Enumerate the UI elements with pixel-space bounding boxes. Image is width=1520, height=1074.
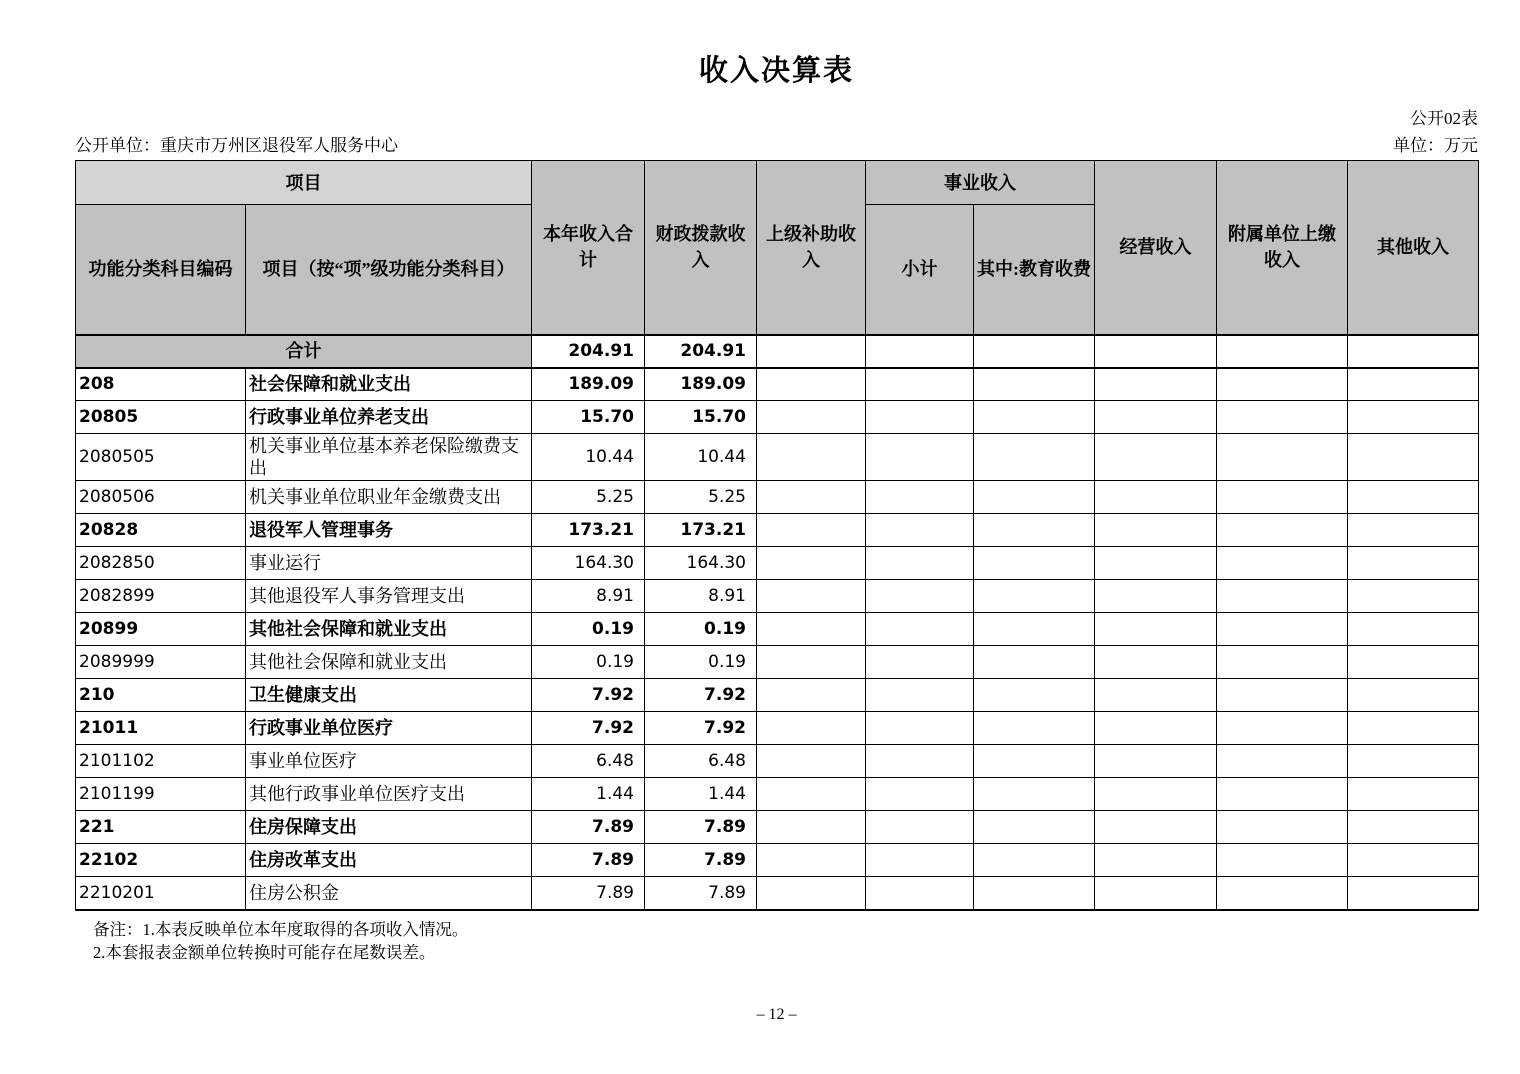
value-cell <box>974 811 1095 844</box>
value-cell <box>974 335 1095 368</box>
value-cell: 15.70 <box>645 401 757 434</box>
value-cell <box>757 613 866 646</box>
value-cell <box>1348 745 1479 778</box>
value-cell <box>1217 877 1348 910</box>
table-row <box>76 844 1479 877</box>
table-row <box>76 514 1479 547</box>
value-cell <box>1095 646 1217 679</box>
col-header-item-group: 项目 <box>76 161 532 205</box>
value-cell <box>974 481 1095 514</box>
value-cell <box>757 778 866 811</box>
item-name-cell: 行政事业单位养老支出 <box>246 401 532 434</box>
value-cell <box>1348 368 1479 401</box>
table-body <box>76 335 1479 910</box>
value-cell <box>1217 679 1348 712</box>
value-cell <box>1095 368 1217 401</box>
value-cell <box>1348 679 1479 712</box>
value-cell <box>1348 401 1479 434</box>
value-cell: 164.30 <box>532 547 645 580</box>
item-name-cell: 其他行政事业单位医疗支出 <box>246 778 532 811</box>
table-row <box>76 811 1479 844</box>
value-cell <box>1348 613 1479 646</box>
value-cell: 0.19 <box>645 613 757 646</box>
value-cell <box>974 368 1095 401</box>
value-cell: 7.92 <box>532 712 645 745</box>
item-name-cell: 卫生健康支出 <box>246 679 532 712</box>
value-cell <box>866 778 974 811</box>
value-cell <box>757 712 866 745</box>
value-cell <box>974 844 1095 877</box>
value-cell: 5.25 <box>532 481 645 514</box>
value-cell <box>757 580 866 613</box>
value-cell: 173.21 <box>532 514 645 547</box>
value-cell <box>757 679 866 712</box>
value-cell <box>1217 646 1348 679</box>
value-cell <box>974 646 1095 679</box>
col-header-item-name: 项目（按“项”级功能分类科目） <box>246 205 532 335</box>
col-header-function-code: 功能分类科目编码 <box>76 205 246 335</box>
value-cell <box>1217 434 1348 481</box>
item-name-cell: 行政事业单位医疗 <box>246 712 532 745</box>
code-cell: 22102 <box>76 844 246 877</box>
value-cell <box>974 877 1095 910</box>
value-cell <box>1348 335 1479 368</box>
table-code-label: 公开02表 <box>1410 109 1478 128</box>
value-cell <box>1217 335 1348 368</box>
total-label-cell: 合计 <box>76 335 532 368</box>
col-header-affiliated-income: 附属单位上缴收入 <box>1217 161 1348 335</box>
value-cell: 1.44 <box>645 778 757 811</box>
value-cell <box>866 481 974 514</box>
value-cell <box>1095 434 1217 481</box>
document-page <box>75 0 1478 1024</box>
value-cell: 204.91 <box>532 335 645 368</box>
value-cell <box>1348 514 1479 547</box>
value-cell <box>1095 679 1217 712</box>
item-name-cell: 机关事业单位职业年金缴费支出 <box>246 481 532 514</box>
value-cell: 10.44 <box>532 434 645 481</box>
value-cell <box>757 368 866 401</box>
value-cell <box>1095 712 1217 745</box>
table-row <box>76 401 1479 434</box>
code-cell: 2082850 <box>76 547 246 580</box>
value-cell <box>1217 811 1348 844</box>
value-cell: 7.89 <box>532 877 645 910</box>
value-cell <box>1095 514 1217 547</box>
meta-row <box>75 134 1478 158</box>
table-row <box>76 745 1479 778</box>
value-cell: 5.25 <box>645 481 757 514</box>
col-header-superior-subsidy: 上级补助收入 <box>757 161 866 335</box>
value-cell <box>757 646 866 679</box>
value-cell: 1.44 <box>532 778 645 811</box>
value-cell <box>1095 335 1217 368</box>
value-cell: 7.89 <box>645 844 757 877</box>
footnotes <box>75 918 1478 964</box>
value-cell <box>1217 481 1348 514</box>
code-cell: 20899 <box>76 613 246 646</box>
col-header-operating-income: 经营收入 <box>1095 161 1217 335</box>
item-name-cell: 退役军人管理事务 <box>246 514 532 547</box>
value-cell <box>1095 745 1217 778</box>
code-cell: 2101199 <box>76 778 246 811</box>
col-header-business-income-group: 事业收入 <box>866 161 1095 205</box>
value-cell: 10.44 <box>645 434 757 481</box>
item-name-cell: 住房保障支出 <box>246 811 532 844</box>
table-row <box>76 547 1479 580</box>
value-cell <box>866 547 974 580</box>
item-name-cell: 事业运行 <box>246 547 532 580</box>
value-cell <box>1348 811 1479 844</box>
item-name-cell: 住房公积金 <box>246 877 532 910</box>
value-cell <box>757 481 866 514</box>
col-header-fiscal-allocation: 财政拨款收入 <box>645 161 757 335</box>
value-cell <box>974 514 1095 547</box>
value-cell: 0.19 <box>532 646 645 679</box>
value-cell <box>1217 712 1348 745</box>
value-cell <box>974 547 1095 580</box>
value-cell <box>974 613 1095 646</box>
item-name-cell: 其他退役军人事务管理支出 <box>246 580 532 613</box>
value-cell: 6.48 <box>645 745 757 778</box>
table-row <box>76 434 1479 481</box>
value-cell: 0.19 <box>645 646 757 679</box>
col-header-annual-total: 本年收入合计 <box>532 161 645 335</box>
value-cell <box>1095 547 1217 580</box>
value-cell <box>757 514 866 547</box>
code-cell: 2101102 <box>76 745 246 778</box>
value-cell <box>757 811 866 844</box>
value-cell <box>1217 514 1348 547</box>
table-row <box>76 712 1479 745</box>
col-header-subtotal: 小计 <box>866 205 974 335</box>
value-cell <box>866 844 974 877</box>
value-cell <box>974 434 1095 481</box>
item-name-cell: 其他社会保障和就业支出 <box>246 646 532 679</box>
table-header <box>76 161 1479 335</box>
value-cell: 7.89 <box>532 811 645 844</box>
value-cell <box>1095 877 1217 910</box>
value-cell <box>1217 368 1348 401</box>
code-cell: 20805 <box>76 401 246 434</box>
value-cell <box>1095 778 1217 811</box>
value-cell <box>757 401 866 434</box>
value-cell <box>1217 580 1348 613</box>
table-row <box>76 613 1479 646</box>
code-cell: 208 <box>76 368 246 401</box>
table-row <box>76 481 1479 514</box>
note-line-1: 备注：1.本表反映单位本年度取得的各项收入情况。 <box>93 919 469 939</box>
value-cell: 7.92 <box>645 679 757 712</box>
value-cell <box>866 368 974 401</box>
note-line-2: 2.本套报表金额单位转换时可能存在尾数误差。 <box>93 942 436 962</box>
code-cell: 2080505 <box>76 434 246 481</box>
currency-unit-label: 单位：万元 <box>1393 136 1478 155</box>
value-cell <box>1095 580 1217 613</box>
value-cell <box>866 434 974 481</box>
value-cell: 189.09 <box>645 368 757 401</box>
item-name-cell: 住房改革支出 <box>246 844 532 877</box>
table-row <box>76 877 1479 910</box>
value-cell <box>974 712 1095 745</box>
value-cell <box>866 877 974 910</box>
value-cell <box>1095 613 1217 646</box>
value-cell <box>1348 434 1479 481</box>
value-cell <box>1217 613 1348 646</box>
item-name-cell: 机关事业单位基本养老保险缴费支出 <box>246 434 532 481</box>
value-cell: 164.30 <box>645 547 757 580</box>
value-cell <box>866 401 974 434</box>
value-cell <box>1348 778 1479 811</box>
value-cell <box>757 877 866 910</box>
col-header-other-income: 其他收入 <box>1348 161 1479 335</box>
value-cell <box>1348 844 1479 877</box>
value-cell <box>1348 547 1479 580</box>
value-cell <box>1348 646 1479 679</box>
value-cell <box>1348 580 1479 613</box>
value-cell <box>757 434 866 481</box>
value-cell <box>1217 778 1348 811</box>
value-cell <box>1217 401 1348 434</box>
value-cell <box>866 335 974 368</box>
value-cell: 204.91 <box>645 335 757 368</box>
value-cell: 8.91 <box>645 580 757 613</box>
value-cell <box>757 745 866 778</box>
value-cell: 7.89 <box>645 811 757 844</box>
value-cell <box>1348 877 1479 910</box>
item-name-cell: 其他社会保障和就业支出 <box>246 613 532 646</box>
value-cell <box>866 811 974 844</box>
col-header-education-fee: 其中:教育收费 <box>974 205 1095 335</box>
value-cell: 0.19 <box>532 613 645 646</box>
value-cell: 7.92 <box>645 712 757 745</box>
item-name-cell: 社会保障和就业支出 <box>246 368 532 401</box>
value-cell <box>1095 481 1217 514</box>
value-cell <box>866 580 974 613</box>
value-cell <box>866 679 974 712</box>
value-cell <box>974 401 1095 434</box>
table-row <box>76 646 1479 679</box>
value-cell: 173.21 <box>645 514 757 547</box>
code-cell: 21011 <box>76 712 246 745</box>
page-title: 收入决算表 <box>698 55 854 87</box>
value-cell <box>974 745 1095 778</box>
value-cell <box>1348 712 1479 745</box>
value-cell <box>1217 844 1348 877</box>
table-row <box>76 580 1479 613</box>
value-cell <box>866 745 974 778</box>
code-cell: 221 <box>76 811 246 844</box>
value-cell <box>757 335 866 368</box>
code-cell: 2080506 <box>76 481 246 514</box>
code-cell: 2210201 <box>76 877 246 910</box>
table-row <box>76 368 1479 401</box>
table-row <box>76 778 1479 811</box>
income-table <box>75 160 1479 911</box>
value-cell <box>1095 401 1217 434</box>
total-row <box>76 335 1479 368</box>
table-row <box>76 679 1479 712</box>
value-cell: 6.48 <box>532 745 645 778</box>
value-cell <box>1095 811 1217 844</box>
value-cell: 7.89 <box>532 844 645 877</box>
value-cell <box>866 646 974 679</box>
value-cell <box>866 514 974 547</box>
value-cell <box>757 844 866 877</box>
value-cell <box>757 547 866 580</box>
value-cell <box>1217 547 1348 580</box>
item-name-cell: 事业单位医疗 <box>246 745 532 778</box>
value-cell <box>1348 481 1479 514</box>
value-cell: 7.89 <box>645 877 757 910</box>
value-cell <box>974 778 1095 811</box>
value-cell: 189.09 <box>532 368 645 401</box>
value-cell <box>866 712 974 745</box>
code-cell: 20828 <box>76 514 246 547</box>
value-cell: 7.92 <box>532 679 645 712</box>
value-cell: 8.91 <box>532 580 645 613</box>
value-cell <box>1217 745 1348 778</box>
page-number: – 12 – <box>756 1005 797 1023</box>
code-cell: 210 <box>76 679 246 712</box>
org-unit-label: 公开单位：重庆市万州区退役军人服务中心 <box>75 136 398 155</box>
value-cell <box>866 613 974 646</box>
value-cell: 15.70 <box>532 401 645 434</box>
value-cell <box>1095 844 1217 877</box>
code-cell: 2082899 <box>76 580 246 613</box>
value-cell <box>974 580 1095 613</box>
value-cell <box>974 679 1095 712</box>
code-cell: 2089999 <box>76 646 246 679</box>
